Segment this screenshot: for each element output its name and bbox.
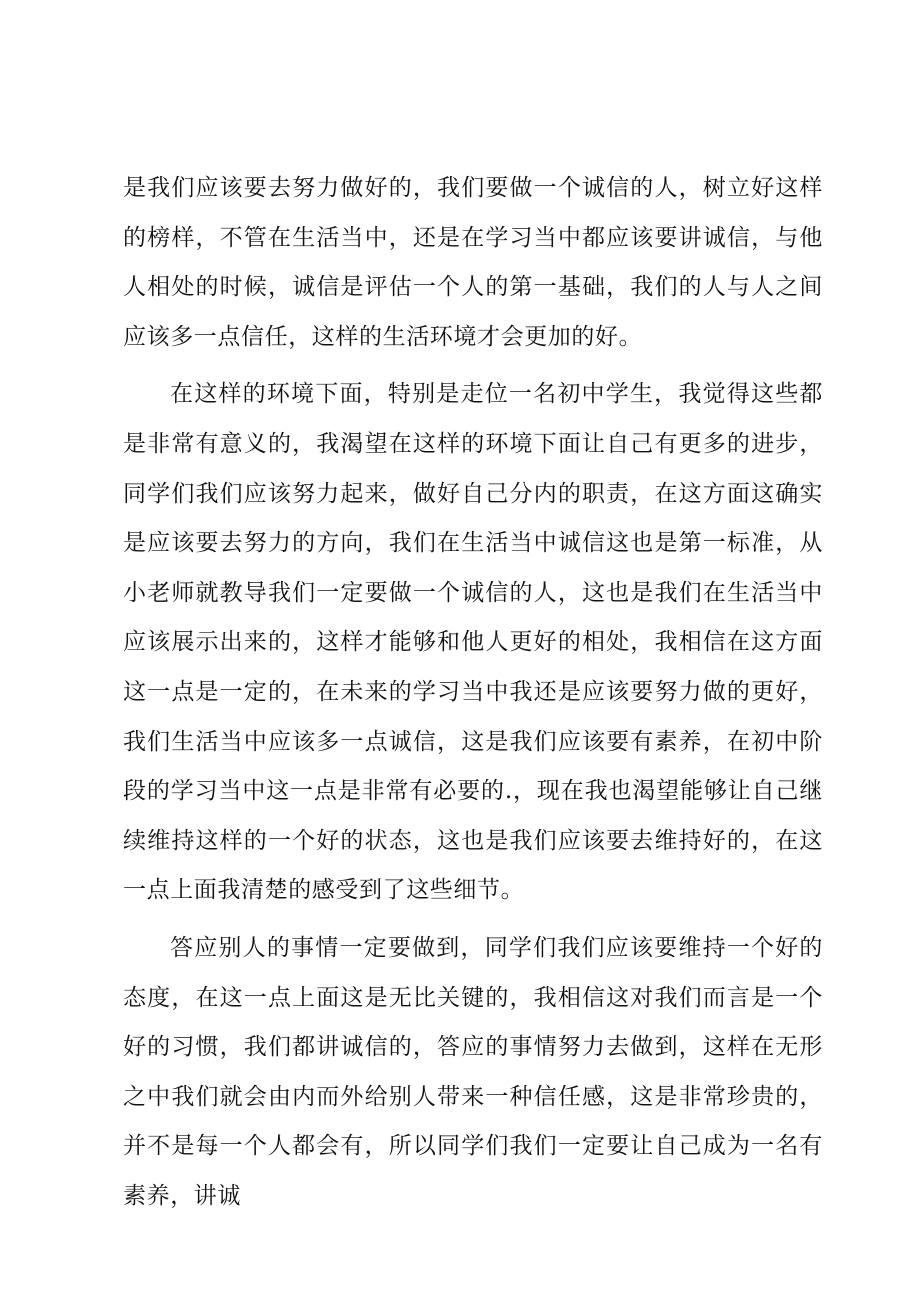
paragraph-environment: 在这样的环境下面，特别是走位一名初中学生，我觉得这些都是非常有意义的，我渴望在这样的环境下面让自己有更多的进步，同学们我们应该努力起来，做好自己分内的职责，在这方面这确实是应该要去努力的方向，我们在生活当中诚信这也是第一标准，从小老师就教导我们一定要做一个诚信的人，这也是我们在生活当中应该展示出来的，这样才能够和他人更好的相处，我相信在这方面这一点是一定的，在未来的学习当中我还是应该要努力做的更好，我们生活当中应该多一点诚信，这是我们应该要有素养，在初中阶段的学习当中这一点是非常有必要的.，现在我也渴望能够让自己继续维持这样的一个好的状态，这也是我们应该要去维持好的，在这一点上面我清楚的感受到了这些细节。 <box>123 381 823 904</box>
document-body <box>123 164 823 1221</box>
paragraph-promises: 答应别人的事情一定要做到，同学们我们应该要维持一个好的态度，在这一点上面这是无比关键的，我相信这对我们而言是一个好的习惯，我们都讲诚信的，答应的事情努力去做到，这样在无形之中我们就会由内而外给别人带来一种信任感，这是非常珍贵的，并不是每一个人都会有，所以同学们我们一定要让自己成为一名有素养，讲诚 <box>123 934 823 1209</box>
paragraph-continued: 是我们应该要去努力做好的，我们要做一个诚信的人，树立好这样的榜样，不管在生活当中，还是在学习当中都应该要讲诚信，与他人相处的时候，诚信是评估一个人的第一基础，我们的人与人之间应该多一点信任，这样的生活环境才会更加的好。 <box>123 175 823 350</box>
